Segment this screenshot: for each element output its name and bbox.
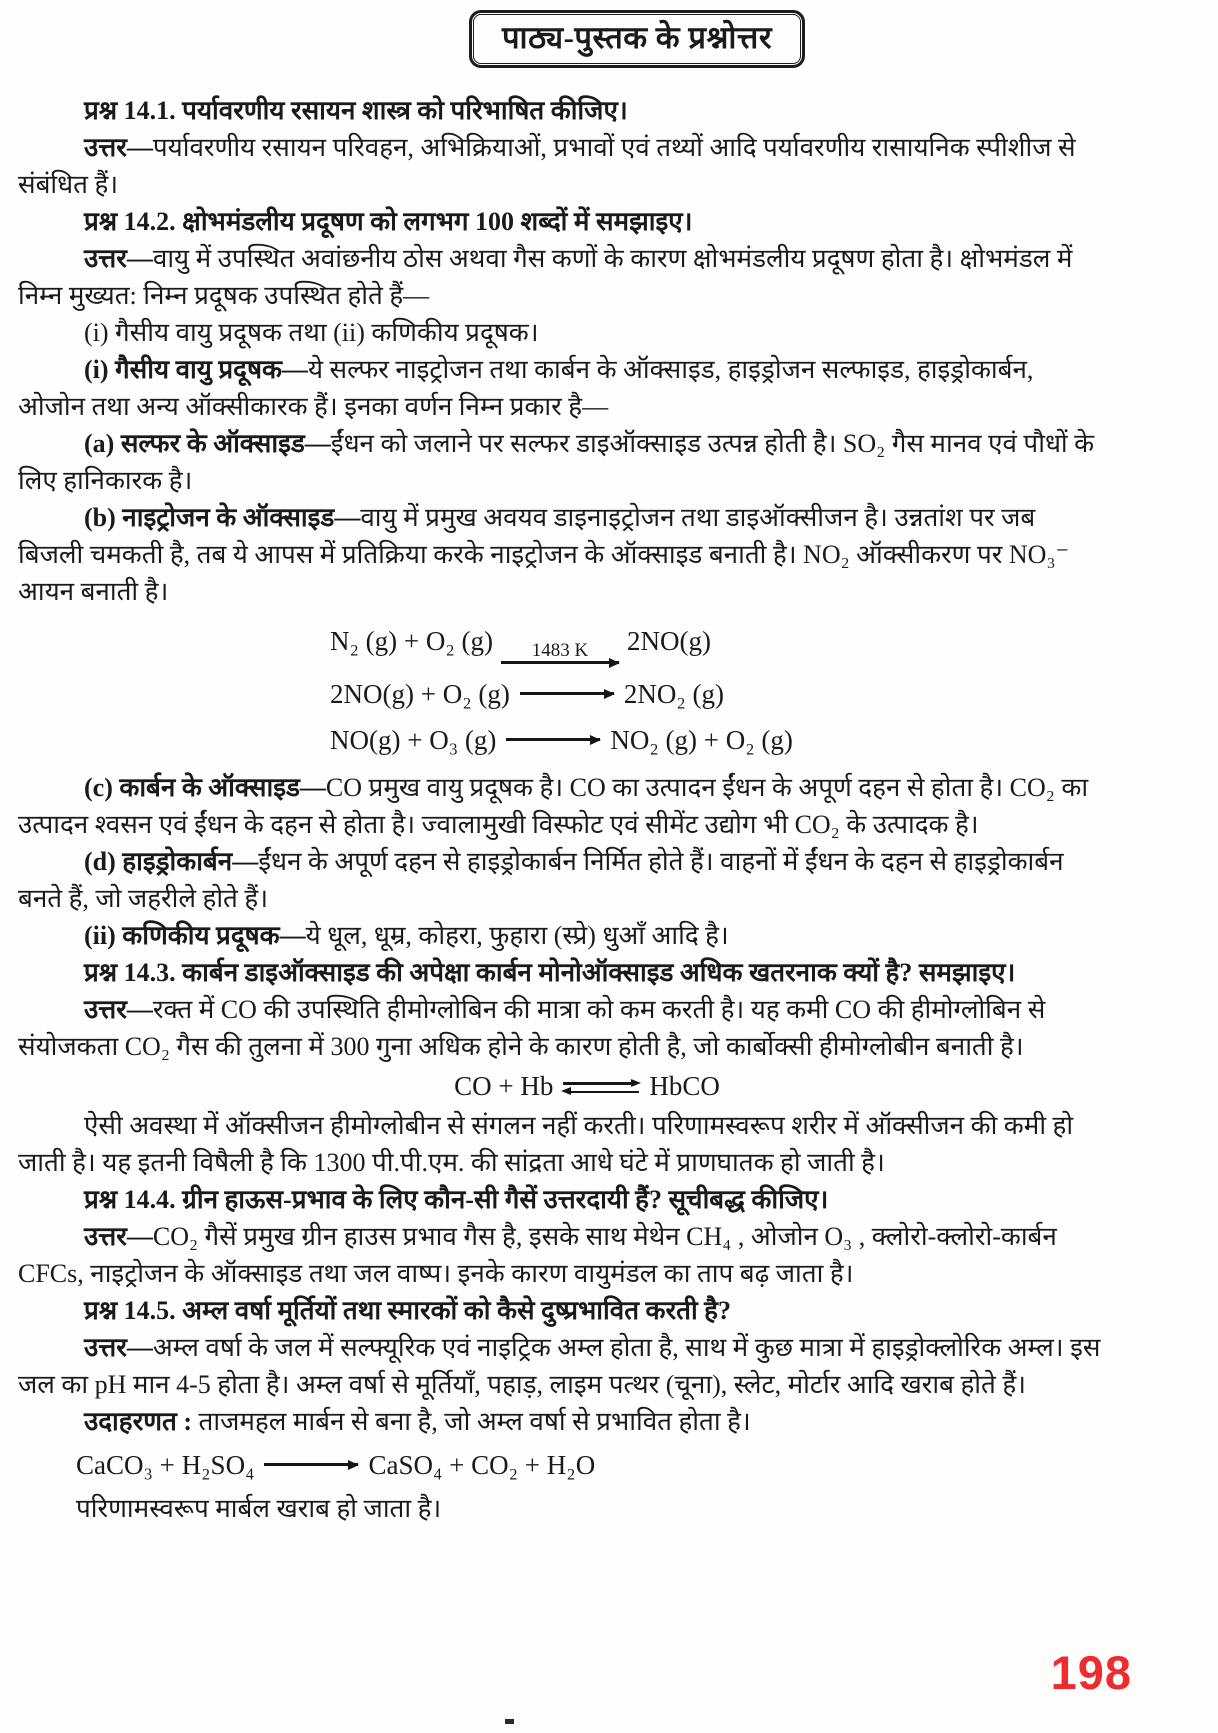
nitrogen-oxides-para	[18, 499, 1106, 610]
acid-rain-equation	[18, 1440, 1106, 1490]
equation-lhs: CaCO₃ + H₂SO₄	[76, 1450, 255, 1480]
equation-lhs: CO + Hb	[454, 1071, 554, 1101]
question-14-1: प्रश्न 14.1. पर्यावरणीय रसायन शास्त्र को परिभाषित कीजिए।	[84, 96, 628, 125]
equation-rhs: NO₂ (g) + O₂ (g)	[610, 725, 793, 755]
carbon-oxides-para	[18, 769, 1106, 843]
example-para	[18, 1403, 1106, 1440]
answer-14-2	[18, 240, 1106, 314]
answer-text: पर्यावरणीय रसायन परिवहन, अभिक्रियाओं, प्रभावों एवं तथ्यों आदि पर्यावरणीय रासायनिक स्पीशीज से संबंधित हैं।	[18, 133, 1076, 199]
particulate-para	[18, 917, 1106, 954]
reaction-condition: 1483 K	[531, 640, 589, 661]
conclusion-para: परिणामस्वरूप मार्बल खराब हो जाता है।	[76, 1494, 442, 1523]
body-text: ईंधन को जलाने पर सल्फर डाइऑक्साइड उत्पन्न होती है। SO₂ गैस मानव एवं पौधों के लिए हानिकारक है।	[18, 429, 1095, 495]
example-text: ताजमहल मार्बन से बना है, जो अम्ल वर्षा से प्रभावित होता है।	[198, 1407, 751, 1436]
subheading: (ii) कणिकीय प्रदूषक—	[84, 921, 306, 950]
equation-no-o2	[330, 671, 1106, 717]
no-formation-equations	[18, 618, 1106, 763]
question-14-3: प्रश्न 14.3. कार्बन डाइऑक्साइड की अपेक्षा कार्बन मोनोऑक्साइड अधिक खतरनाक क्यों है? समझाइए।	[84, 958, 1016, 987]
body-text: ये सल्फर नाइट्रोजन तथा कार्बन के ऑक्साइड, हाइड्रोजन सल्फाइड, हाइड्रोकार्बन, ओजोन तथा अन्य ऑक्सीकारक हैं। इनका वर्णन निम्न प्रकार है—	[18, 355, 1034, 421]
right-arrow-icon	[506, 738, 600, 741]
equation-rhs: 2NO₂ (g)	[623, 679, 725, 709]
question-14-5: प्रश्न 14.5. अम्ल वर्षा मूर्तियों तथा स्मारकों को कैसे दुष्प्रभावित करती है?	[84, 1296, 731, 1325]
right-arrow-icon	[501, 661, 619, 664]
answer-label: उत्तर—	[84, 244, 153, 273]
subheading: (b) नाइट्रोजन के ऑक्साइड—	[84, 503, 361, 532]
body-text: वायु में प्रमुख अवयव डाइनाइट्रोजन तथा डाइऑक्सीजन है। उन्नतांश पर जब बिजली चमकती है, तब ये आपस में प्रतिक्रिया करके नाइट्रोजन के ऑक्साइड बनाती है। NO₂ ऑक्सीकरण पर NO₃⁻ आयन बनाती है।	[18, 503, 1070, 606]
gaseous-pollutants-para	[18, 351, 1106, 425]
subheading: (d) हाइड्रोकार्बन—	[84, 847, 259, 876]
example-label: उदाहरणत :	[84, 1407, 193, 1436]
subheading: (i) गैसीय वायु प्रदूषक—	[84, 355, 308, 384]
right-arrow-icon	[264, 1463, 358, 1466]
answer-14-5	[18, 1329, 1106, 1403]
equation-lhs: N₂ (g) + O₂ (g)	[330, 626, 494, 656]
answer-14-3-continued: ऐसी अवस्था में ऑक्सीजन हीमोग्लोबीन से संगलन नहीं करती। परिणामस्वरूप शरीर में ऑक्सीजन की कमी हो जाती है। यह इतनी विषैली है कि 1300 पी.पी.एम. की सांद्रता आधे घंटे में प्राणघातक हो जाती है।	[18, 1111, 1074, 1177]
answer-label: उत्तर—	[84, 995, 153, 1024]
answer-text: वायु में उपस्थित अवांछनीय ठोस अथवा गैस कणों के कारण क्षोभमंडलीय प्रदूषण होता है। क्षोभमंडल में निम्न मुख्यत: निम्न प्रदूषक उपस्थित होते हैं—	[18, 244, 1073, 310]
equation-lhs: NO(g) + O₃ (g)	[330, 725, 497, 755]
subheading: (c) कार्बन के ऑक्साइड—	[84, 773, 326, 802]
answer-text: CO₂ गैसें प्रमुख ग्रीन हाउस प्रभाव गैस है, इसके साथ मेथेन CH₄ , ओजोन O₃ , क्लोरो-क्लोरो-कार्बन CFCs, नाइट्रोजन के ऑक्साइड तथा जल वाष्प। इनके कारण वायुमंडल का ताप बढ़ जाता है।	[18, 1222, 1057, 1288]
body-text: ईंधन के अपूर्ण दहन से हाइड्रोकार्बन निर्मित होते हैं। वाहनों में ईंधन के दहन से हाइड्रोकार्बन बनते हैं, जो जहरीले होते हैं।	[18, 847, 1064, 913]
body-text: ये धूल, धूम्र, कोहरा, फुहारा (स्प्रे) धुआँ आदि है।	[305, 921, 729, 950]
right-arrow-icon	[520, 692, 614, 695]
answer-label: उत्तर—	[84, 1333, 153, 1362]
reaction-arrow	[501, 641, 619, 671]
scan-artifact	[505, 1719, 514, 1724]
equation-n2-o2	[330, 618, 1106, 671]
equation-no-o3	[330, 717, 1106, 763]
hb-equilibrium-equation	[68, 1065, 1106, 1107]
answer-14-1	[18, 129, 1106, 203]
equation-rhs: 2NO(g)	[627, 626, 711, 656]
answer-label: उत्तर—	[84, 1222, 153, 1251]
question-14-4: प्रश्न 14.4. ग्रीन हाऊस-प्रभाव के लिए कौन-सी गैसें उत्तरदायी हैं? सूचीबद्ध कीजिए।	[84, 1185, 829, 1214]
title-row	[168, 10, 1106, 68]
equation-rhs: HbCO	[649, 1071, 720, 1101]
page-number: 198	[1050, 1646, 1132, 1699]
answer-14-4	[18, 1218, 1106, 1292]
sulphur-oxides-para	[18, 425, 1106, 499]
equation-lhs: 2NO(g) + O₂ (g)	[330, 679, 510, 709]
subheading: (a) सल्फर के ऑक्साइड—	[84, 429, 331, 458]
answer-14-3	[18, 991, 1106, 1065]
question-14-2: प्रश्न 14.2. क्षोभमंडलीय प्रदूषण को लगभग 100 शब्दों में समझाइए।	[84, 207, 693, 236]
body-text: CO प्रमुख वायु प्रदूषक है। CO का उत्पादन ईंधन के अपूर्ण दहन से होता है। CO₂ का उत्पादन श्वसन एवं ईंधन के दहन से होता है। ज्वालामुखी विस्फोट एवं सीमेंट उद्योग भी CO₂ के उत्पादक है।	[18, 773, 1089, 839]
equation-rhs: CaSO₄ + CO₂ + H₂O	[368, 1450, 596, 1480]
pollutant-types-line: (i) गैसीय वायु प्रदूषक तथा (ii) कणिकीय प्रदूषक।	[84, 318, 539, 347]
hydrocarbon-para	[18, 843, 1106, 917]
answer-text: अम्ल वर्षा के जल में सल्फ्यूरिक एवं नाइट्रिक अम्ल होता है, साथ में कुछ मात्रा में हाइड्रोक्लोरिक अम्ल। इस जल का pH मान 4-5 होता है। अम्ल वर्षा से मूर्तियाँ, पहाड़, लाइम पत्थर (चूना), स्लेट, मोर्टार आदि खराब होते हैं।	[18, 1333, 1101, 1399]
answer-text: रक्त में CO की उपस्थिति हीमोग्लोबिन की मात्रा को कम करती है। यह कमी CO की हीमोग्लोबिन से संयोजकता CO₂ गैस की तुलना में 300 गुना अधिक होने के कारण होती है, जो कार्बोक्सी हीमोग्लोबीन बनाती है।	[18, 995, 1046, 1061]
page-title: पाठ्य-पुस्तक के प्रश्नोत्तर	[469, 10, 805, 68]
answer-label: उत्तर—	[84, 133, 153, 162]
equilibrium-arrow-icon	[563, 1081, 639, 1094]
